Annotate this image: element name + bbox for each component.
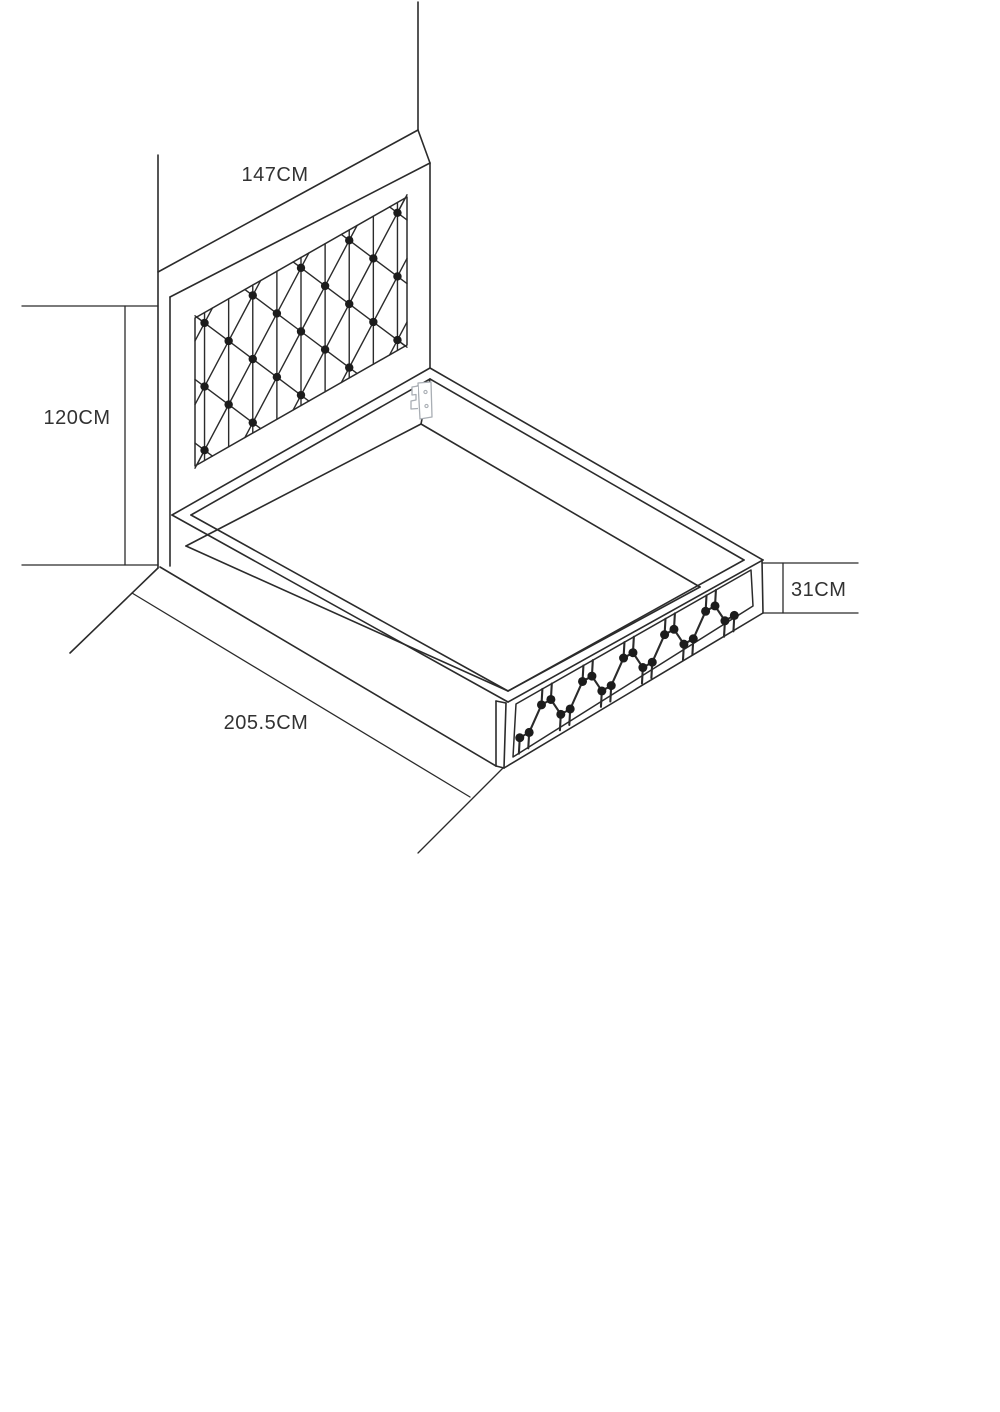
footboard-right-edge xyxy=(762,560,763,613)
headboard-tuft-button xyxy=(224,400,232,408)
headboard-tuft-button xyxy=(297,264,305,272)
footboard-tuft-button xyxy=(689,634,698,643)
headboard-tuft-button xyxy=(200,446,208,454)
footboard-tuft-button xyxy=(669,625,678,634)
headboard-tuft-button xyxy=(273,309,281,317)
footboard-tuft-button xyxy=(711,601,720,610)
headboard-tuft-button xyxy=(393,336,401,344)
dim-label-headboard-width: 147CM xyxy=(241,164,309,186)
headboard-tuft-button xyxy=(200,319,208,327)
footboard-tuft-button xyxy=(515,733,524,742)
footboard-tuft-button xyxy=(566,704,575,713)
headboard-tuft-button xyxy=(321,282,329,290)
footboard-tuft-button xyxy=(546,695,555,704)
footboard-tuft-button xyxy=(597,686,606,695)
footboard-tuft-button xyxy=(525,728,534,737)
headboard-tuft-button xyxy=(393,209,401,217)
headboard-tuft-button xyxy=(297,327,305,335)
bracket-plate xyxy=(418,382,432,419)
headboard-tuft-button xyxy=(297,391,305,399)
headboard-tuft-button xyxy=(369,254,377,262)
headboard-tuft-button xyxy=(345,363,353,371)
footboard-tuft-button xyxy=(638,663,647,672)
footboard-tuft-button xyxy=(587,672,596,681)
dim-label-headboard-height: 120CM xyxy=(43,407,111,429)
headboard-tuft-button xyxy=(224,337,232,345)
headboard-tuft-button xyxy=(249,418,257,426)
headboard-tuft-button xyxy=(393,272,401,280)
footboard-tuft-button xyxy=(578,677,587,686)
footboard-tuft-button xyxy=(619,654,628,663)
footboard-tuft-button xyxy=(730,611,739,620)
headboard-tuft-button xyxy=(249,355,257,363)
footboard-tuft-button xyxy=(537,700,546,709)
headboard-tuft-button xyxy=(369,318,377,326)
dim-label-frame-height: 31CM xyxy=(791,579,847,601)
footboard-tuft-button xyxy=(648,658,657,667)
headboard-tuft-button xyxy=(249,291,257,299)
headboard-tuft-button xyxy=(345,236,353,244)
headboard-tuft-button xyxy=(345,300,353,308)
footboard-tuft-button xyxy=(556,710,565,719)
footboard-tuft-button xyxy=(628,648,637,657)
footboard-tuft-button xyxy=(660,630,669,639)
footboard-tuft-button xyxy=(607,681,616,690)
footboard-tuft-button xyxy=(679,640,688,649)
footboard-tuft-button xyxy=(720,616,729,625)
headboard-tuft-button xyxy=(200,382,208,390)
footboard-tuft-button xyxy=(701,607,710,616)
dim-label-bed-length: 205.5CM xyxy=(223,712,309,734)
headboard-tuft-button xyxy=(321,345,329,353)
headboard-tuft-button xyxy=(273,373,281,381)
